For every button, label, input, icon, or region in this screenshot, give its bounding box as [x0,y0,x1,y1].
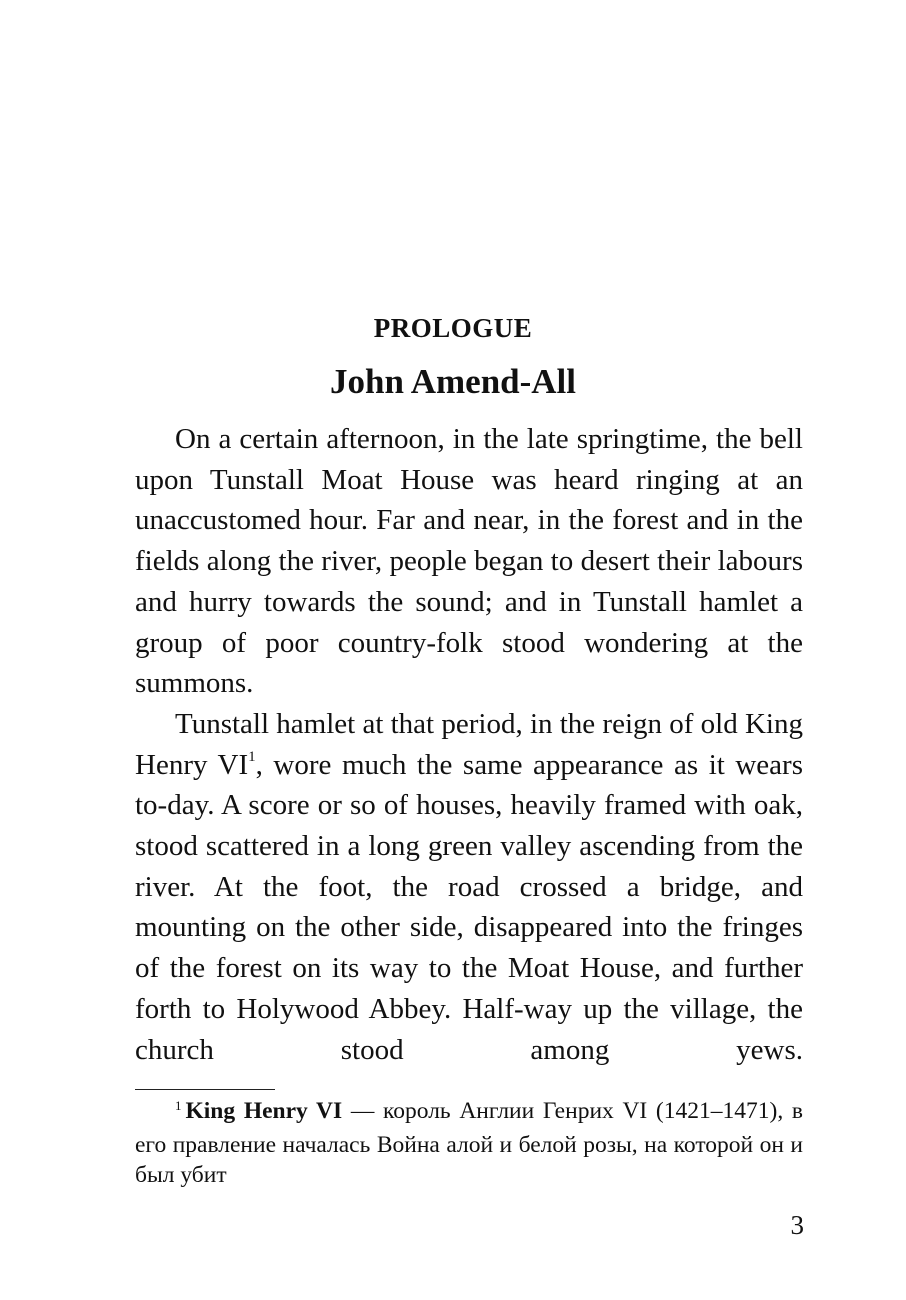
paragraph-text: , wore much the same appearance as it wears to-day. A score or so of houses, heavily framed with oak, stood scattered in a long green valley ascending from the river. At the foot, the road crossed a bridge, and mounting on the other side, disappeared into the fringes of the forest on its way to the Moat House, and further forth to Holywood Abbey. Half-way up the village, the church stood among yews. [135,748,803,1066]
paragraph [135,704,803,1070]
page-number: 3 [790,1210,804,1240]
chapter-title: John Amend-All [329,362,577,401]
footnote-reference: 1 [248,748,256,765]
body-text [135,419,803,1070]
paragraph: On a certain afternoon, in the late springtime, the bell upon Tunstall Moat House was heard ringing at an unaccustomed hour. Far and near, in the forest and in the fields along the river, people began to desert their labours and hurry towards the sound; and in Tunstall hamlet a group of poor country-folk stood wondering at the summons. [135,423,803,700]
footnote-divider [135,1089,275,1090]
footnote [135,1096,803,1191]
paragraph-text: Tunstall hamlet at that period, in the reign of old King Henry VI [135,707,803,781]
footnote-term: King Henry VI [185,1098,343,1124]
footnote-paragraph [135,1096,803,1191]
footnote-text: — король Англии Генрих VI (1421–1471), в его правление началась Война алой и белой розы, на которой он и был убит [135,1098,803,1188]
footnote-number: 1 [175,1098,182,1113]
section-heading: PROLOGUE [373,313,533,343]
